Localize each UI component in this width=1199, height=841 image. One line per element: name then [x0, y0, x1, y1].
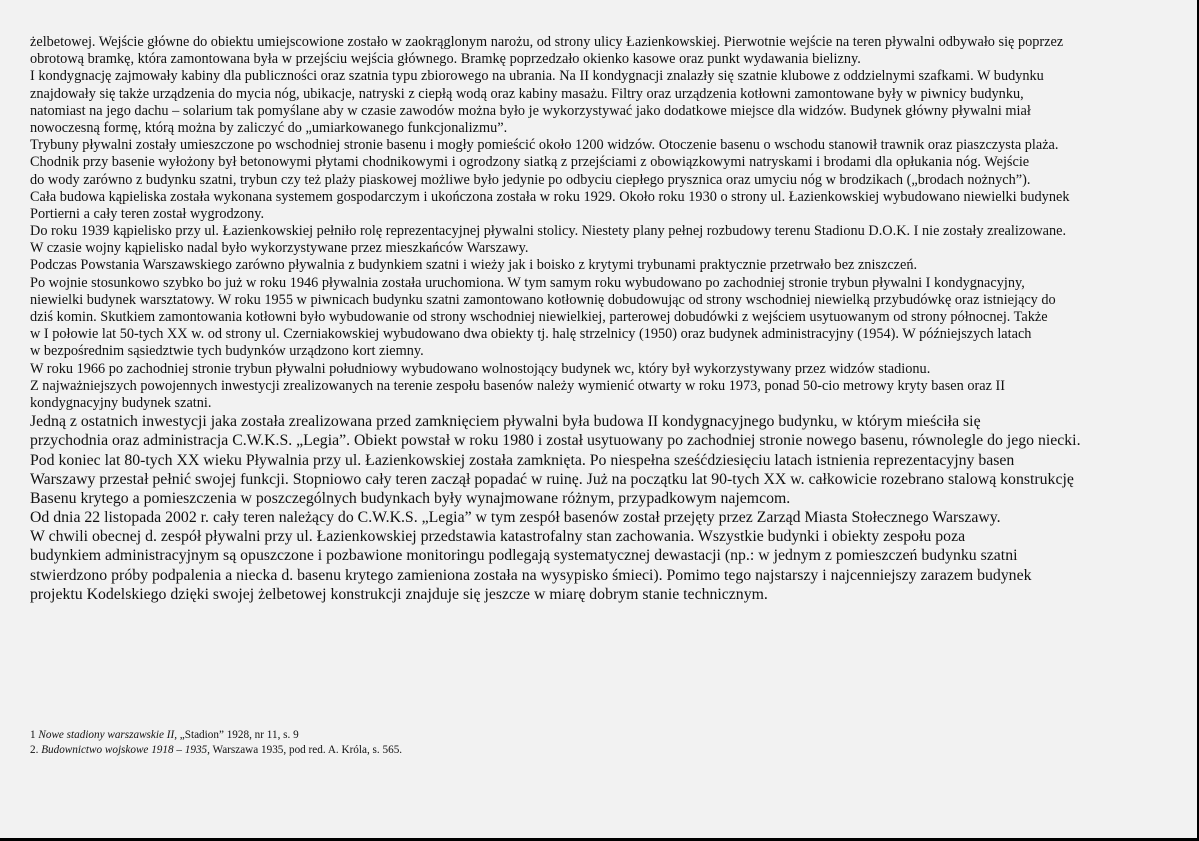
text-line: natomiast na jego dachu – solarium tak pomyślane aby w czasie zawodów można było je wykorzystywać jako dodatkowe miejsce dla widzów. Budynek główny pływalni miał: [30, 102, 1031, 119]
text-line: Od dnia 22 listopada 2002 r. cały teren należący do C.W.K.S. „Legia” w tym zespół basenów został przejęty przez Zarząd Miasta Stołecznego Warszawy.: [30, 509, 1001, 527]
text-line: do wody zarówno z budynku szatni, trybun czy też plaży piaskowej możliwe było jedynie po odbyciu ciepłego prysznica oraz umyciu nóg w brodzikach („brodach nożnych”).: [30, 171, 1031, 188]
text-line: budynkiem administracyjnym są opuszczone i pozbawione monitoringu podlegają systematycznej dewastacji (np.: w jednym z pomieszczeń budynku szatni: [30, 547, 1018, 565]
text-line: obrotową bramkę, która zamontowana była w przejściu wejścia głównego. Bramkę poprzedzało okienko kasowe oraz punkt wydawania bielizny.: [30, 51, 861, 68]
text-line: Pod koniec lat 80-tych XX wieku Pływalnia przy ul. Łazienkowskiej została zamknięta. Po niespełna sześćdziesięciu latach istnienia reprezentacyjny basen: [30, 451, 1015, 469]
footnote-number: 1: [30, 729, 39, 741]
text-line: w bezpośrednim sąsiedztwie tych budynków urządzono kort ziemny.: [30, 343, 424, 360]
text-line: nowoczesną formę, którą można by zaliczyć do „umiarkowanego funkcjonalizmu”.: [30, 119, 508, 136]
footnote-1: [30, 728, 402, 743]
text-line: stwierdzono próby podpalenia a niecka d. basenu krytego zamieniona została na wysypisko śmieci). Pomimo tego najstarszy i najcenniejszy zarazem budynek: [30, 566, 1032, 584]
text-line: dziś komin. Skutkiem zamontowania kotłowni było wybudowanie od strony wschodniej niewielkiej, parterowej dobudówki z wejściem usytuowanym od strony północnej. Także: [30, 309, 1048, 325]
text-line: Z najważniejszych powojennych inwestycji zrealizowanych na terenie zespołu basenów należy wymienić otwarty w roku 1973, ponad 50-cio metrowy kryty basen oraz II: [30, 377, 1006, 394]
footnote-title: Nowe stadiony warszawskie II,: [38, 729, 177, 741]
text-line: Po wojnie stosunkowo szybko bo już w roku 1946 pływalnia została uruchomiona. W tym samym roku wybudowano po zachodniej stronie trybun pływalni I kondygnacyjny,: [30, 274, 1025, 291]
text-line: Trybuny pływalni zostały umieszczone po wschodniej stronie basenu i mogły pomieścić około 1200 widzów. Otoczenie basenu o wschodu stanowił trawnik oraz piaszczysta plaża.: [30, 137, 1059, 154]
text-line: przychodnia oraz administracja C.W.K.S. „Legia”. Obiekt powstał w roku 1980 i został usytuowany po zachodniej stronie nowego basenu, równolegle do jego niecki.: [30, 432, 1081, 450]
text-line: W roku 1966 po zachodniej stronie trybun pływalni południowy wybudowano wolnostojący budynek wc, który był wykorzystywany przez widzów stadionu.: [30, 360, 931, 377]
footnote-2: [30, 743, 402, 758]
text-line: Basenu krytego a pomieszczenia w poszczególnych budynkach były wynajmowane różnym, przypadkowym najemcom.: [30, 489, 791, 507]
text-line: W chwili obecnej d. zespół pływalni przy ul. Łazienkowskiej przedstawia katastrofalny stan zachowania. Wszystkie budynki i obiekty zespołu poza: [30, 528, 966, 546]
text-line: żelbetowej. Wejście główne do obiektu umiejscowione zostało w zaokrąglonym narożu, od strony ulicy Łazienkowskiej. Pierwotnie wejście na teren pływalni odbywało się poprzez: [30, 34, 1064, 50]
footnotes: [30, 728, 402, 758]
text-line: w I połowie lat 50-tych XX w. od strony ul. Czerniakowskiej wybudowano dwa obiekty tj. halę strzelnicy (1950) oraz budynek administracyjny (1954). W późniejszych latach: [30, 326, 1032, 343]
text-line: Chodnik przy basenie wyłożony był betonowymi płytami chodnikowymi i ogrodzony siatką z przejściami z obowiązkowymi natryskami i brodami dla opłukania nóg. Wejście: [30, 154, 1030, 171]
text-line: I kondygnację zajmowały kabiny dla publiczności oraz szatnia typu zbiorowego na ubrania. Na II kondygnacji znalazły się szatnie klubowe z oddzielnymi szafkami. W budynku: [30, 68, 1044, 85]
text-line: niewielki budynek warsztatowy. W roku 1955 w piwnicach budynku szatni zamontowano kotłownię dobudowując od strony wschodniej niewielką przybudówkę oraz istniejący do: [30, 291, 1056, 308]
text-line: Cała budowa kąpieliska została wykonana systemem gospodarczym i ukończona została w roku 1929. Około roku 1930 o strony ul. Łazienkowskiej wybudowano niewielki budynek: [30, 188, 1070, 205]
footnote-title: Budownictwo wojskowe 1918 – 1935,: [41, 744, 210, 756]
footnote-number: 2.: [30, 744, 42, 756]
body-text: [30, 34, 1180, 604]
text-line: Do roku 1939 kąpielisko przy ul. Łazienkowskiej pełniło rolę reprezentacyjnej pływalni stolicy. Niestety plany pełnej rozbudowy terenu Stadionu D.O.K. I nie zostały zrealizowane.: [30, 223, 1067, 240]
text-line: Warszawy przestał pełnić swojej funkcji. Stopniowo cały teren zaczął popadać w ruinę. Już na początku lat 90-tych XX w. całkowicie rozebrano stalową konstrukcję: [30, 470, 1074, 488]
text-line: znajdowały się także urządzenia do mycia nóg, ubikacje, natryski z ciepłą wodą oraz kabiny masażu. Filtry oraz urządzenia kotłowni zamontowane były w piwnicy budynku,: [30, 85, 1024, 102]
text-line: Podczas Powstania Warszawskiego zarówno pływalnia z budynkiem szatni i wieży jak i boisko z krytymi trybunami praktycznie przetrwało bez zniszczeń.: [30, 257, 918, 274]
text-line: W czasie wojny kąpielisko nadal było wykorzystywane przez mieszkańców Warszawy.: [30, 240, 529, 257]
footnote-details: „Stadion” 1928, nr 11, s. 9: [177, 729, 299, 741]
text-line: projektu Kodelskiego dzięki swojej żelbetowej konstrukcji znajduje się jeszcze w miarę dobrym stanie technicznym.: [30, 585, 768, 603]
text-line: Portierni a cały teren został wygrodzony.: [30, 205, 265, 222]
text-line: Jedną z ostatnich inwestycji jaka została zrealizowana przed zamknięciem pływalni była budowa II kondygnacyjnego budynku, w którym mieściła się: [30, 413, 981, 431]
footnote-details: Warszawa 1935, pod red. A. Króla, s. 565.: [209, 744, 403, 756]
text-line: kondygnacyjny budynek szatni.: [30, 394, 212, 411]
